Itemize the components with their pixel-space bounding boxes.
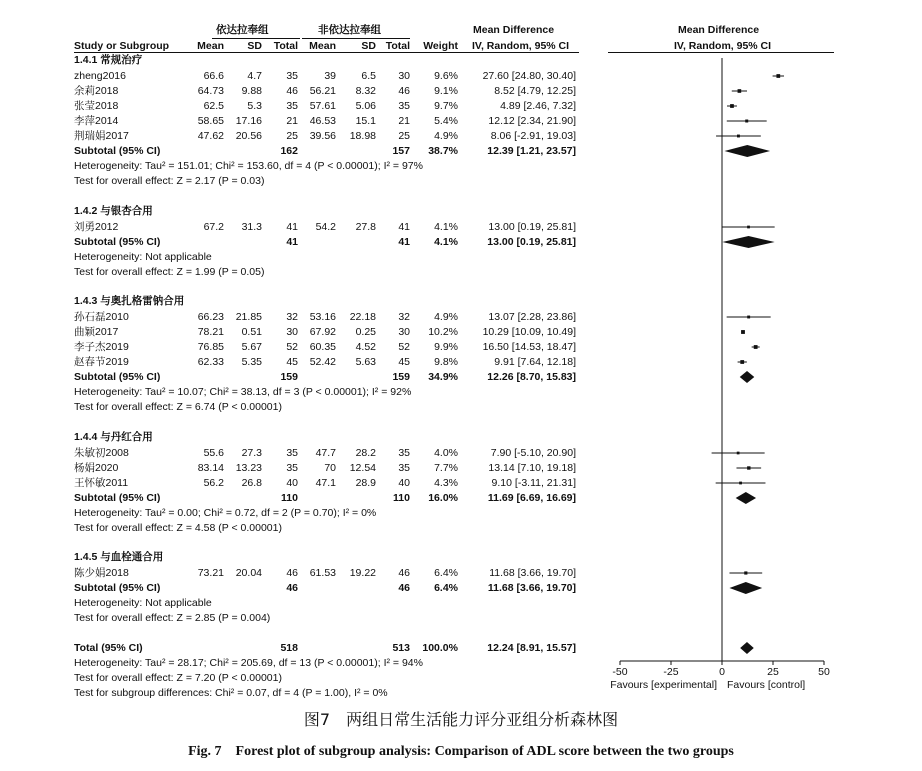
subtotal-label: Subtotal (95% CI) [74, 236, 161, 248]
sd-exp: 9.88 [241, 85, 262, 97]
heterogeneity-text: Heterogeneity: Tau² = 0.00; Chi² = 0.72, df = 2 (P = 0.70); I² = 0% [74, 507, 377, 519]
study-name: 朱敏初2008 [74, 447, 129, 459]
x-tick-label: 50 [818, 666, 830, 678]
subtotal-n-exp: 110 [281, 492, 298, 504]
total-exp: 46 [286, 567, 298, 579]
subtotal-weight: 38.7% [428, 145, 458, 157]
total-exp: 46 [286, 85, 298, 97]
subtotal-label: Subtotal (95% CI) [74, 371, 161, 383]
subtotal-n-ctl: 46 [398, 582, 410, 594]
total-ctl: 46 [398, 567, 410, 579]
study-name: 孙石磊2010 [74, 311, 129, 323]
sd-ctl: 28.9 [355, 477, 376, 489]
study-point-marker [754, 345, 758, 349]
total-exp: 45 [286, 356, 298, 368]
mean-ctl: 47.1 [315, 477, 336, 489]
study-point-marker [744, 571, 747, 574]
total-ctl: 35 [398, 100, 410, 112]
md-ci: 8.52 [4.79, 12.25] [494, 85, 576, 97]
study-point-marker [747, 316, 750, 319]
caption-en: Fig. 7 Forest plot of subgroup analysis: Comparison of ADL score between the two groups [188, 744, 734, 759]
total-ctl: 30 [398, 70, 410, 82]
md-ci: 11.68 [3.66, 19.70] [489, 567, 576, 579]
total-ctl: 35 [398, 462, 410, 474]
subgroup-title: 1.4.1 常规治疗 [74, 54, 143, 66]
total-exp: 21 [286, 115, 298, 127]
x-tick-label: 25 [767, 666, 779, 678]
total-ctl: 25 [398, 130, 410, 142]
subtotal-diamond [740, 371, 755, 383]
md-ci: 9.10 [-3.11, 21.31] [491, 477, 576, 489]
study-name: 赵春节2019 [74, 356, 129, 368]
sd-exp: 13.23 [235, 462, 262, 474]
overall-effect-text: Test for overall effect: Z = 1.99 (P = 0.05) [74, 266, 265, 278]
total-n-exp: 518 [280, 642, 298, 654]
mean-ctl: 47.7 [315, 447, 336, 459]
mean-exp: 64.73 [197, 85, 224, 97]
total-exp: 35 [286, 100, 298, 112]
subtotal-n-ctl: 41 [398, 236, 410, 248]
md-ci: 12.12 [2.34, 21.90] [488, 115, 576, 127]
total-ctl: 30 [398, 326, 410, 338]
md-ci: 27.60 [24.80, 30.40] [482, 70, 576, 82]
x-tick-label: -50 [612, 666, 628, 678]
mean-exp: 67.2 [203, 221, 224, 233]
mean-exp: 47.62 [197, 130, 224, 142]
sd-ctl: 19.22 [349, 567, 376, 579]
col-study: Study or Subgroup [74, 40, 170, 52]
total-ctl: 46 [398, 85, 410, 97]
sd-exp: 5.67 [241, 341, 262, 353]
subgroup-title: 1.4.2 与银杏合用 [74, 205, 153, 217]
heterogeneity-text: Heterogeneity: Tau² = 151.01; Chi² = 153.60, df = 4 (P < 0.00001); I² = 97% [74, 160, 423, 172]
subtotal-diamond [724, 145, 770, 157]
study-name: 王怀敏2011 [74, 477, 129, 489]
subgroup-title: 1.4.5 与血栓通合用 [74, 551, 164, 563]
sd-exp: 31.3 [241, 221, 262, 233]
mean-exp: 62.33 [197, 356, 224, 368]
mean-exp: 78.21 [197, 326, 224, 338]
sd-exp: 0.51 [241, 326, 262, 338]
md-ci: 9.91 [7.64, 12.18] [494, 356, 576, 368]
study-point-marker [747, 466, 750, 469]
subtotal-weight: 16.0% [428, 492, 458, 504]
mean-ctl: 70 [324, 462, 336, 474]
md-col-title: Mean Difference [473, 24, 555, 36]
total-exp: 35 [286, 447, 298, 459]
sd-exp: 5.35 [241, 356, 262, 368]
total-exp: 41 [286, 221, 298, 233]
weight: 9.1% [434, 85, 458, 97]
overall-effect-text: Test for overall effect: Z = 2.17 (P = 0.03) [74, 175, 265, 187]
study-name: 刘勇2012 [74, 221, 119, 233]
sd-exp: 20.04 [235, 567, 262, 579]
mean-ctl: 53.16 [309, 311, 336, 323]
total-exp: 25 [286, 130, 298, 142]
weight: 4.9% [434, 130, 458, 142]
mean-exp: 56.2 [203, 477, 224, 489]
plot-md-sub: IV, Random, 95% CI [674, 40, 772, 52]
col-sd-ctl: SD [361, 40, 376, 52]
md-col-sub: IV, Random, 95% CI [472, 40, 570, 52]
total-diamond [740, 642, 754, 654]
col-total-exp: Total [273, 40, 298, 52]
subtotal-n-exp: 159 [280, 371, 298, 383]
mean-ctl: 39 [324, 70, 336, 82]
sd-ctl: 5.63 [355, 356, 376, 368]
col-sd-exp: SD [247, 40, 262, 52]
mean-exp: 73.21 [197, 567, 224, 579]
study-name: 张莹2018 [74, 100, 119, 112]
favours-experimental-label: Favours [experimental] [610, 679, 717, 691]
subgroup-title: 1.4.4 与丹红合用 [74, 431, 153, 443]
weight: 4.1% [434, 221, 458, 233]
weight: 6.4% [434, 567, 458, 579]
study-name: 李子杰2019 [74, 341, 129, 353]
weight: 7.7% [434, 462, 458, 474]
favours-control-label: Favours [control] [727, 679, 806, 691]
weight: 9.9% [434, 341, 458, 353]
sd-exp: 21.85 [235, 311, 262, 323]
weight: 10.2% [428, 326, 458, 338]
subtotal-diamond [736, 492, 756, 504]
total-ctl: 41 [398, 221, 410, 233]
mean-exp: 58.65 [197, 115, 224, 127]
sd-exp: 26.8 [241, 477, 262, 489]
mean-exp: 55.6 [203, 447, 224, 459]
weight: 4.9% [434, 311, 458, 323]
subtotal-n-exp: 162 [280, 145, 298, 157]
study-name: zheng2016 [74, 70, 126, 82]
md-ci: 8.06 [-2.91, 19.03] [490, 130, 576, 142]
mean-exp: 62.5 [203, 100, 224, 112]
mean-ctl: 46.53 [309, 115, 336, 127]
total-exp: 30 [286, 326, 298, 338]
study-name: 李萍2014 [74, 115, 119, 127]
subtotal-weight: 6.4% [434, 582, 458, 594]
subtotal-n-ctl: 157 [392, 145, 410, 157]
md-ci: 13.00 [0.19, 25.81] [488, 221, 576, 233]
weight: 4.3% [434, 477, 458, 489]
col-total-ctl: Total [385, 40, 410, 52]
sd-ctl: 4.52 [355, 341, 376, 353]
weight: 9.6% [434, 70, 458, 82]
caption-cn: 图7 两组日常生活能力评分亚组分析森林图 [303, 710, 619, 729]
subtotal-ci: 11.69 [6.69, 16.69] [487, 492, 576, 504]
study-point-marker [747, 226, 750, 229]
subtotal-label: Subtotal (95% CI) [74, 492, 161, 504]
study-point-marker [737, 135, 740, 138]
subgroup-differences-text: Test for subgroup differences: Chi² = 0.07, df = 4 (P = 1.00), I² = 0% [74, 687, 388, 699]
weight: 4.0% [434, 447, 458, 459]
mean-ctl: 60.35 [309, 341, 336, 353]
study-point-marker [745, 120, 748, 123]
weight: 9.7% [434, 100, 458, 112]
subtotal-n-exp: 41 [286, 236, 298, 248]
col-weight: Weight [423, 40, 458, 52]
overall-effect-text: Test for overall effect: Z = 4.58 (P < 0.00001) [74, 522, 282, 534]
mean-ctl: 54.2 [315, 221, 336, 233]
md-ci: 16.50 [14.53, 18.47] [482, 341, 576, 353]
sd-ctl: 6.5 [361, 70, 376, 82]
total-ctl: 32 [398, 311, 410, 323]
study-point-marker [740, 360, 744, 364]
subtotal-ci: 11.68 [3.66, 19.70] [487, 582, 576, 594]
x-tick-label: -25 [663, 666, 679, 678]
subtotal-label: Subtotal (95% CI) [74, 582, 161, 594]
study-point-marker [738, 89, 742, 93]
mean-exp: 76.85 [197, 341, 224, 353]
mean-ctl: 61.53 [309, 567, 336, 579]
sd-ctl: 5.06 [355, 100, 376, 112]
study-point-marker [739, 482, 742, 485]
total-exp: 35 [286, 70, 298, 82]
sd-ctl: 12.54 [349, 462, 376, 474]
subtotal-ci: 12.39 [1.21, 23.57] [487, 145, 576, 157]
subtotal-n-ctl: 159 [392, 371, 410, 383]
md-ci: 7.90 [-5.10, 20.90] [490, 447, 576, 459]
group-exp-header: 依达拉奉组 [216, 24, 269, 36]
total-exp: 35 [286, 462, 298, 474]
weight: 5.4% [434, 115, 458, 127]
sd-exp: 4.7 [247, 70, 262, 82]
col-mean-exp: Mean [197, 40, 224, 52]
overall-effect-text: Test for overall effect: Z = 2.85 (P = 0.004) [74, 612, 271, 624]
subgroup-title: 1.4.3 与奥扎格雷钠合用 [74, 295, 185, 307]
sd-ctl: 27.8 [355, 221, 376, 233]
heterogeneity-text: Heterogeneity: Not applicable [74, 251, 212, 263]
sd-ctl: 28.2 [355, 447, 376, 459]
sd-exp: 5.3 [247, 100, 262, 112]
sd-exp: 27.3 [241, 447, 262, 459]
total-exp: 32 [286, 311, 298, 323]
total-ci: 12.24 [8.91, 15.57] [487, 642, 576, 654]
study-name: 曲颖2017 [74, 326, 119, 338]
study-name: 余莉2018 [74, 85, 119, 97]
mean-ctl: 39.56 [309, 130, 336, 142]
col-mean-ctl: Mean [309, 40, 336, 52]
subtotal-diamond [729, 582, 762, 594]
study-point-marker [776, 74, 780, 78]
study-point-marker [737, 452, 740, 455]
overall-effect-text: Test for overall effect: Z = 6.74 (P < 0.00001) [74, 401, 282, 413]
study-name: 荆瑞娟2017 [74, 130, 129, 142]
sd-ctl: 22.18 [349, 311, 376, 323]
total-ctl: 35 [398, 447, 410, 459]
subtotal-n-exp: 46 [286, 582, 298, 594]
total-label: Total (95% CI) [74, 642, 143, 654]
md-ci: 13.14 [7.10, 19.18] [488, 462, 576, 474]
subtotal-diamond [722, 236, 774, 248]
sd-ctl: 15.1 [355, 115, 376, 127]
total-heterogeneity-text: Heterogeneity: Tau² = 28.17; Chi² = 205.69, df = 13 (P < 0.00001); I² = 94% [74, 657, 423, 669]
md-ci: 10.29 [10.09, 10.49] [482, 326, 576, 338]
sd-exp: 20.56 [235, 130, 262, 142]
md-ci: 4.89 [2.46, 7.32] [500, 100, 576, 112]
total-ctl: 52 [398, 341, 410, 353]
mean-exp: 83.14 [197, 462, 224, 474]
mean-ctl: 56.21 [309, 85, 336, 97]
mean-exp: 66.23 [197, 311, 224, 323]
total-exp: 40 [286, 477, 298, 489]
mean-ctl: 67.92 [309, 326, 336, 338]
sd-ctl: 8.32 [355, 85, 376, 97]
study-point-marker [741, 330, 745, 334]
study-name: 杨娟2020 [74, 462, 119, 474]
mean-ctl: 52.42 [309, 356, 336, 368]
study-name: 陈少娟2018 [74, 567, 129, 579]
sd-ctl: 0.25 [355, 326, 376, 338]
total-overall-effect-text: Test for overall effect: Z = 7.20 (P < 0.00001) [74, 672, 282, 684]
subtotal-n-ctl: 110 [393, 492, 410, 504]
heterogeneity-text: Heterogeneity: Not applicable [74, 597, 212, 609]
study-point-marker [730, 104, 734, 108]
total-ctl: 21 [398, 115, 410, 127]
mean-ctl: 57.61 [309, 100, 336, 112]
sd-exp: 17.16 [235, 115, 262, 127]
subtotal-weight: 4.1% [434, 236, 458, 248]
total-weight: 100.0% [422, 642, 458, 654]
subtotal-ci: 13.00 [0.19, 25.81] [487, 236, 576, 248]
subtotal-label: Subtotal (95% CI) [74, 145, 161, 157]
total-exp: 52 [286, 341, 298, 353]
plot-md-title: Mean Difference [678, 24, 760, 36]
total-ctl: 40 [398, 477, 410, 489]
group-ctl-header: 非依达拉奉组 [318, 24, 381, 36]
sd-ctl: 18.98 [349, 130, 376, 142]
total-n-ctl: 513 [392, 642, 410, 654]
md-ci: 13.07 [2.28, 23.86] [488, 311, 576, 323]
x-tick-label: 0 [719, 666, 725, 678]
total-ctl: 45 [398, 356, 410, 368]
heterogeneity-text: Heterogeneity: Tau² = 10.07; Chi² = 38.13, df = 3 (P < 0.00001); I² = 92% [74, 386, 412, 398]
weight: 9.8% [434, 356, 458, 368]
subtotal-ci: 12.26 [8.70, 15.83] [487, 371, 576, 383]
mean-exp: 66.6 [203, 70, 224, 82]
subtotal-weight: 34.9% [428, 371, 458, 383]
